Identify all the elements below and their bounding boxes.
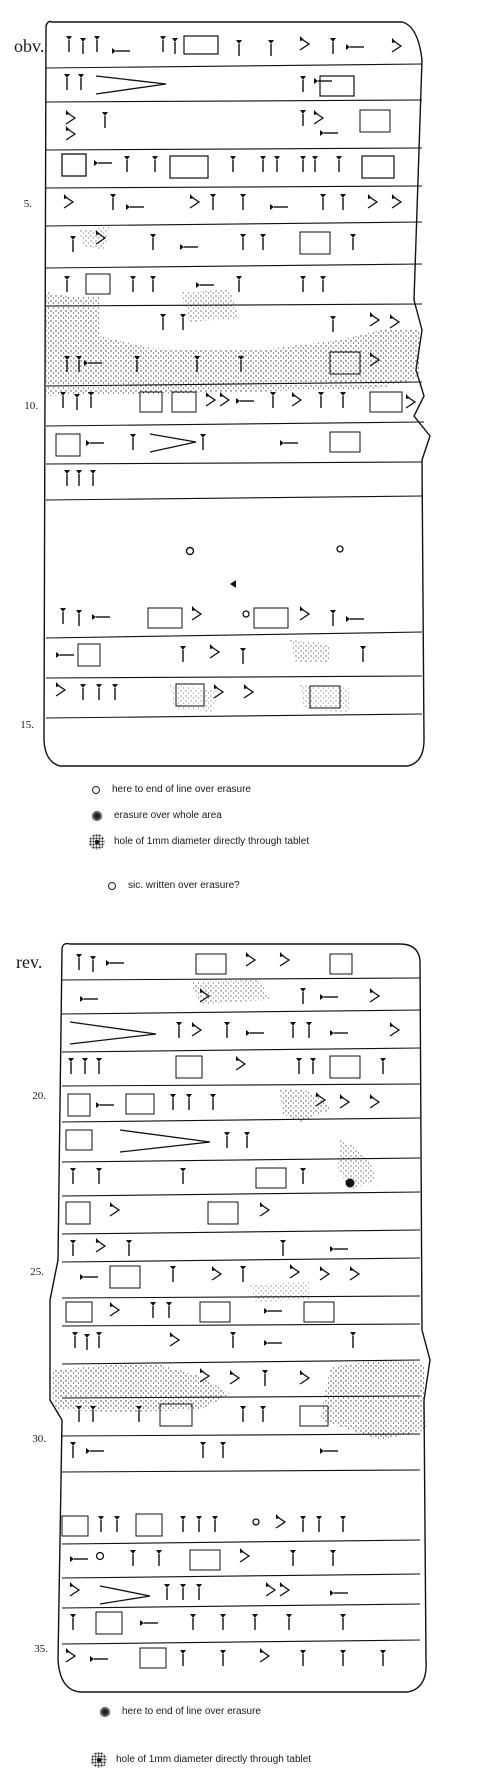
reverse-tablet xyxy=(50,944,430,1692)
legend-item xyxy=(92,810,222,821)
legend-text: sic. written over erasure? xyxy=(128,880,240,891)
legend-text: here to end of line over erasure xyxy=(112,784,251,795)
line-number: 35. xyxy=(34,1643,48,1655)
legend-item xyxy=(108,880,240,891)
circle-icon xyxy=(108,882,116,890)
filled-dot-icon xyxy=(92,811,102,821)
filled-dot-icon xyxy=(100,1707,110,1717)
legend-text: hole of 1mm diameter directly through tablet xyxy=(114,836,310,847)
hole-icon xyxy=(94,1755,104,1765)
line-number: 30. xyxy=(32,1433,46,1445)
line-number: 25. xyxy=(30,1266,44,1278)
line-number: 10. xyxy=(24,400,38,412)
line-number: 15. xyxy=(20,719,34,731)
line-number: 20. xyxy=(32,1090,46,1102)
hole-icon xyxy=(92,837,102,847)
legend-item xyxy=(100,1706,261,1717)
legend-item xyxy=(94,1754,311,1765)
obverse-tablet xyxy=(44,22,430,767)
cuneiform-signs xyxy=(62,952,399,1668)
obverse-label: obv. xyxy=(14,36,45,56)
legend-item xyxy=(92,836,309,847)
legend-text: hole of 1mm diameter directly through tablet xyxy=(116,1754,312,1765)
circle-icon xyxy=(92,786,100,794)
legend-text: erasure over whole area xyxy=(114,810,222,821)
reverse-label: rev. xyxy=(16,952,43,972)
legend-text: here to end of line over erasure xyxy=(122,1706,261,1717)
legend-item xyxy=(92,784,251,795)
line-number: 5. xyxy=(23,198,32,210)
